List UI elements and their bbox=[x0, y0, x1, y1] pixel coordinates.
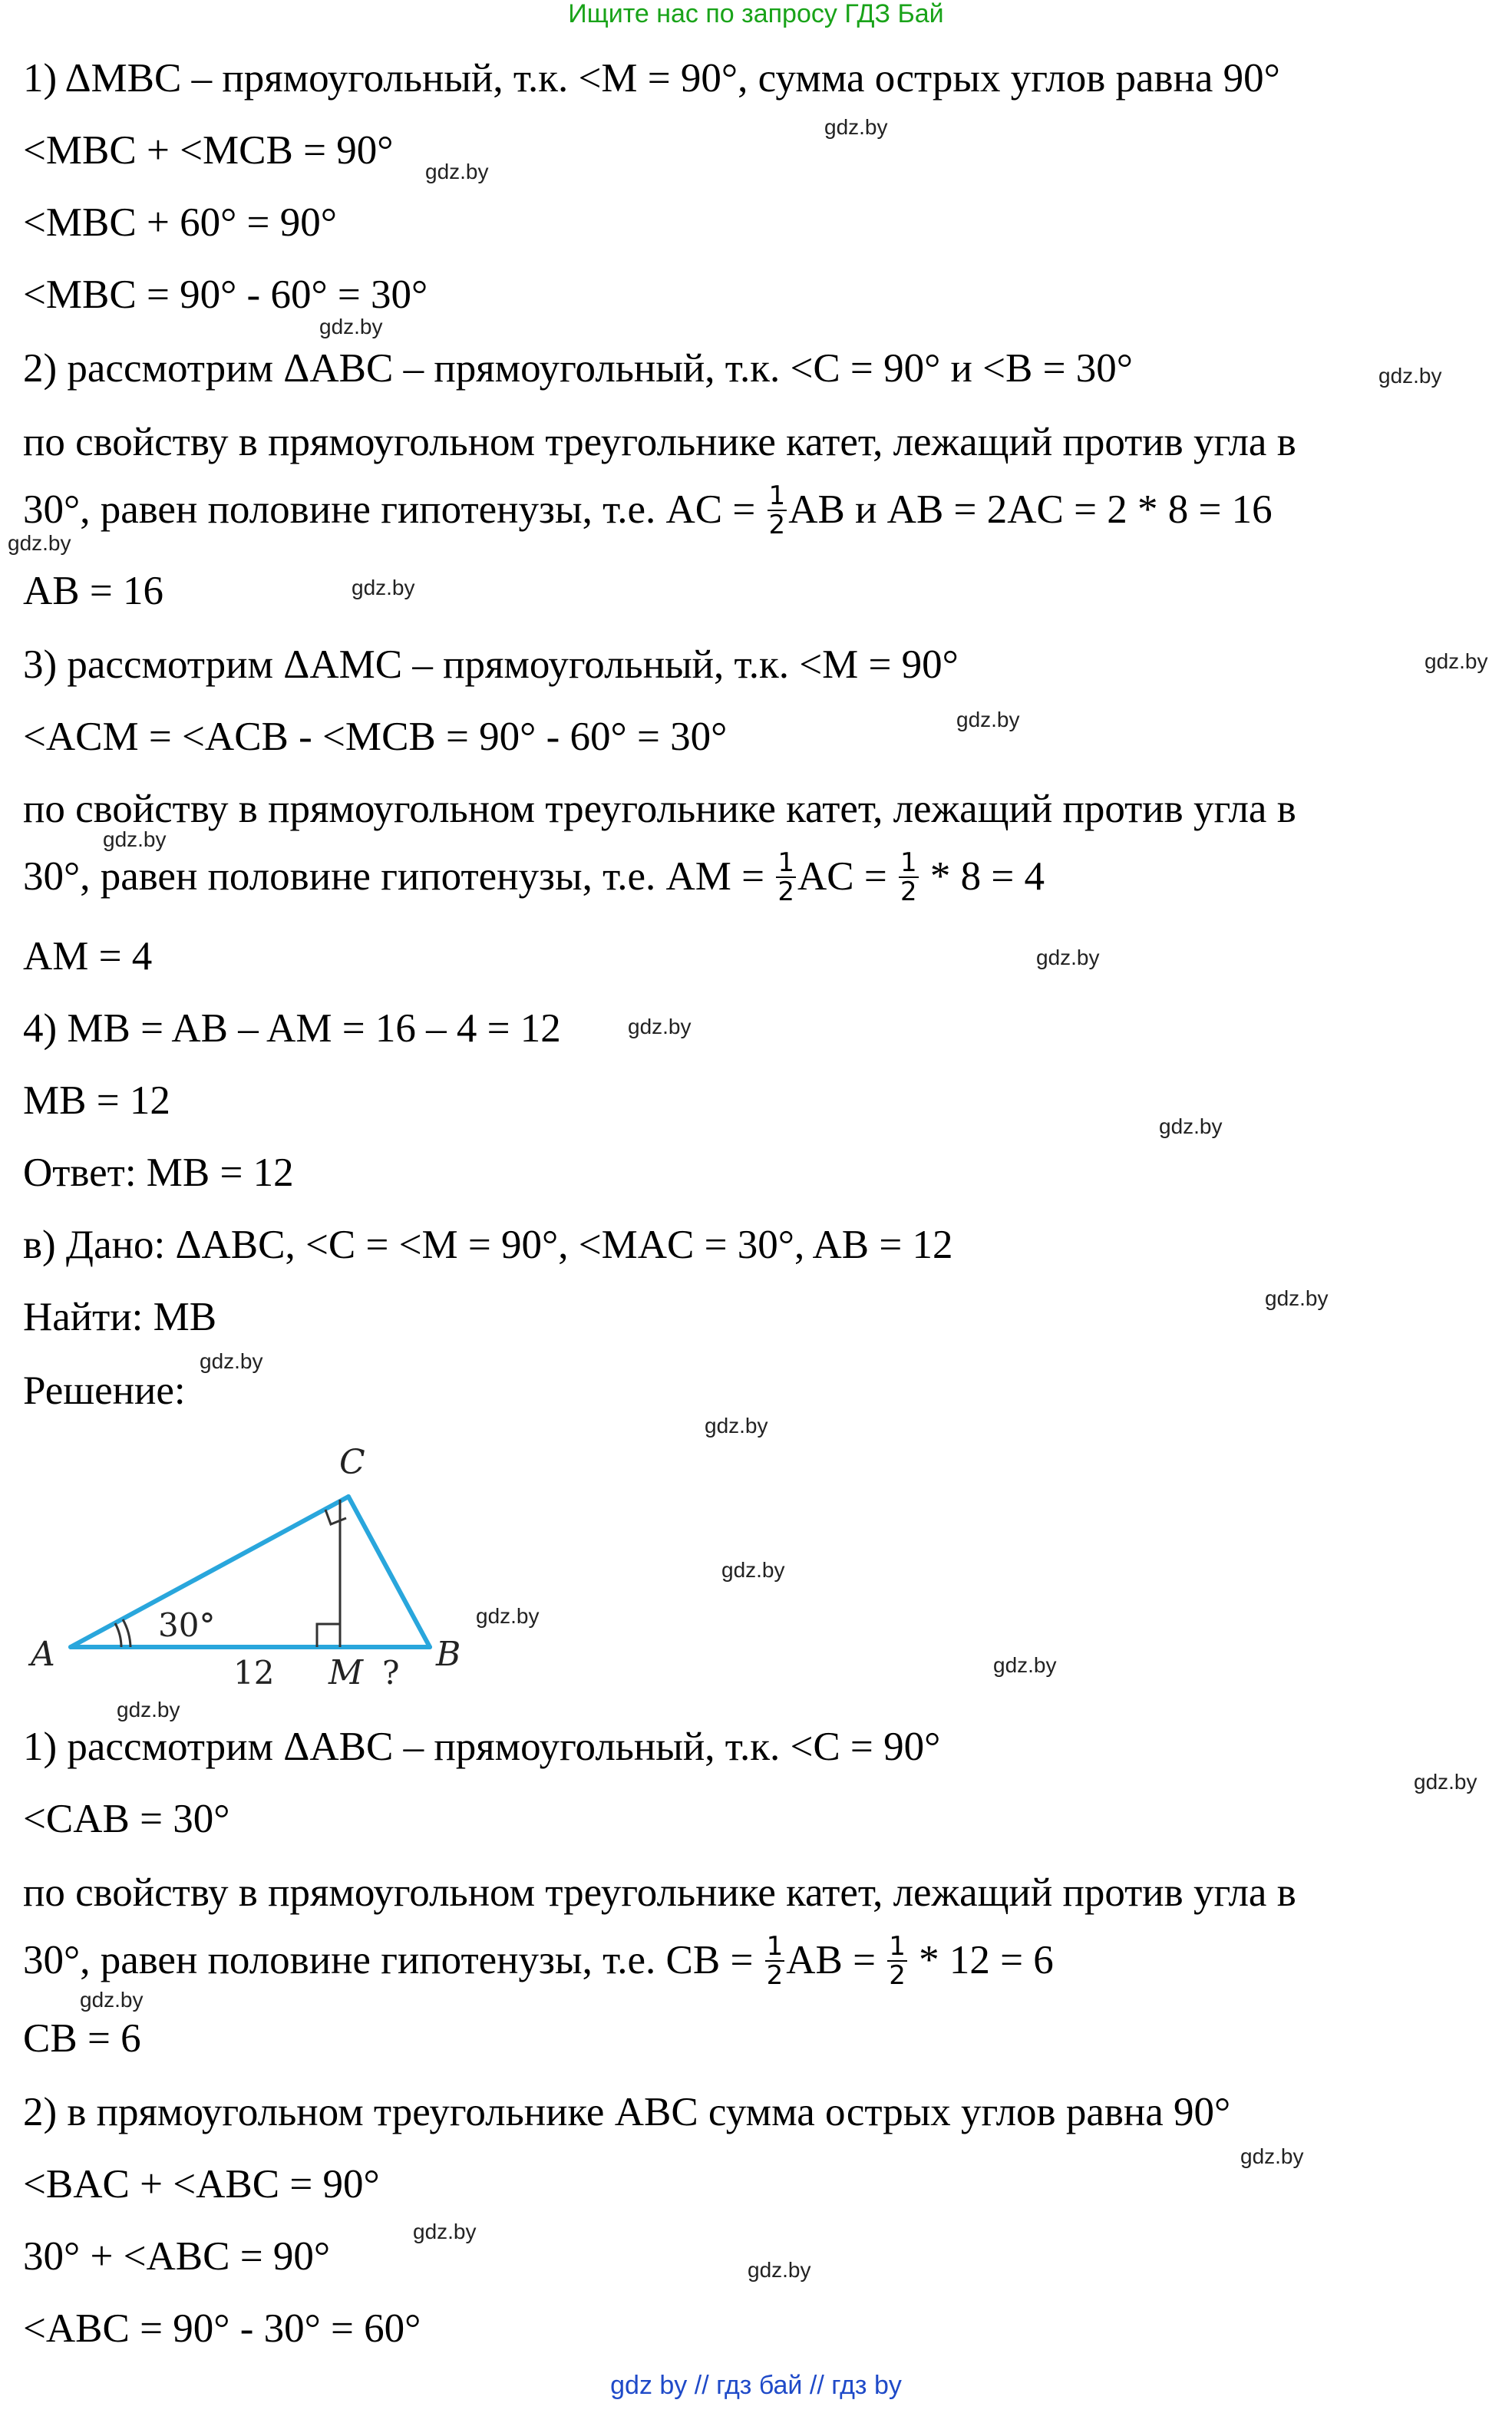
watermark: gdz.by bbox=[1036, 946, 1100, 969]
text-line: 3) рассмотрим ΔAMC – прямоугольный, т.к. <M = 90° bbox=[23, 642, 959, 687]
watermark: gdz.by bbox=[319, 315, 383, 338]
fraction-denominator: 2 bbox=[768, 510, 786, 540]
watermark: gdz.by bbox=[476, 1604, 540, 1628]
question-mark: ? bbox=[382, 1654, 400, 1692]
watermark: gdz.by bbox=[1240, 2144, 1304, 2168]
text-line-with-fraction bbox=[23, 847, 1045, 907]
watermark: gdz.by bbox=[1265, 1286, 1329, 1310]
watermark: gdz.by bbox=[425, 160, 489, 183]
watermark: gdz.by bbox=[80, 1988, 144, 2012]
vertex-label-b: B bbox=[436, 1635, 461, 1674]
text-segment: 30°, равен половине гипотенузы, т.е. AM = bbox=[23, 854, 775, 900]
text-line: 30° + <ABC = 90° bbox=[23, 2234, 331, 2279]
angle-label: 30° bbox=[158, 1606, 216, 1644]
watermark: gdz.by bbox=[413, 2220, 477, 2243]
text-line: 1) рассмотрим ΔABC – прямоугольный, т.к. <C = 90° bbox=[23, 1725, 941, 1769]
fraction bbox=[776, 849, 796, 906]
text-line: 2) рассмотрим ΔABC – прямоугольный, т.к. <C = 90° и <B = 30° bbox=[23, 346, 1133, 391]
angle-arc-a bbox=[123, 1619, 130, 1647]
right-angle-mark-m bbox=[317, 1624, 340, 1647]
text-line: CB = 6 bbox=[23, 2016, 141, 2061]
right-angle-mark-c bbox=[325, 1510, 346, 1524]
text-line: 4) MB = AB – AM = 16 – 4 = 12 bbox=[23, 1006, 561, 1051]
text-line: AM = 4 bbox=[23, 934, 153, 979]
watermark: gdz.by bbox=[103, 827, 167, 851]
text-line-with-fraction bbox=[23, 480, 1273, 540]
text-line: 2) в прямоугольном треугольнике ABC сумма острых углов равна 90° bbox=[23, 2090, 1231, 2134]
text-line: в) Дано: ΔABC, <C = <M = 90°, <MAC = 30°, AB = 12 bbox=[23, 1223, 953, 1267]
side-length-label: 12 bbox=[233, 1654, 275, 1692]
site-footer-links[interactable]: gdz by // гдз бай // гдз by bbox=[610, 2371, 902, 2400]
vertex-label-c: C bbox=[339, 1443, 365, 1482]
text-line: <ABC = 90° - 30° = 60° bbox=[23, 2306, 421, 2351]
watermark: gdz.by bbox=[628, 1015, 692, 1038]
watermark: gdz.by bbox=[748, 2258, 811, 2282]
text-line: по свойству в прямоугольном треугольнике катет, лежащий против угла в bbox=[23, 787, 1296, 831]
text-segment: * 8 = 4 bbox=[919, 854, 1045, 900]
fraction-numerator: 1 bbox=[777, 847, 794, 878]
fraction-numerator: 1 bbox=[900, 847, 917, 878]
text-line: AB = 16 bbox=[23, 569, 164, 613]
fraction bbox=[899, 849, 919, 906]
fraction-denominator: 2 bbox=[900, 876, 917, 907]
text-segment: AB и AB = 2AC = 2 * 8 = 16 bbox=[788, 487, 1273, 533]
watermark: gdz.by bbox=[956, 708, 1020, 731]
watermark: gdz.by bbox=[993, 1653, 1057, 1677]
vertex-label-a: A bbox=[31, 1635, 55, 1674]
watermark: gdz.by bbox=[1414, 1770, 1477, 1794]
watermark: gdz.by bbox=[200, 1349, 263, 1373]
watermark: gdz.by bbox=[352, 576, 415, 599]
text-segment: 30°, равен половине гипотенузы, т.е. AC = bbox=[23, 487, 766, 533]
text-line: по свойству в прямоугольном треугольнике катет, лежащий против угла в bbox=[23, 1870, 1296, 1915]
text-line: <ACM = <ACB - <MCB = 90° - 60° = 30° bbox=[23, 715, 728, 759]
text-line: MB = 12 bbox=[23, 1078, 170, 1123]
watermark: gdz.by bbox=[8, 531, 71, 555]
fraction-denominator: 2 bbox=[766, 1960, 784, 1991]
text-line: <MBC = 90° - 60° = 30° bbox=[23, 272, 428, 317]
text-line: <MBC + <MCB = 90° bbox=[23, 128, 394, 173]
watermark: gdz.by bbox=[721, 1558, 785, 1582]
watermark: gdz.by bbox=[1378, 364, 1442, 388]
fraction-denominator: 2 bbox=[889, 1960, 906, 1991]
text-line: 1) ΔMBC – прямоугольный, т.к. <M = 90°, сумма острых углов равна 90° bbox=[23, 56, 1280, 101]
text-segment: AB = bbox=[786, 1938, 886, 1983]
fraction-numerator: 1 bbox=[768, 480, 786, 511]
watermark: gdz.by bbox=[1159, 1114, 1223, 1138]
site-banner[interactable]: Ищите нас по запросу ГДЗ Бай bbox=[568, 0, 944, 28]
text-line: <CAB = 30° bbox=[23, 1797, 230, 1841]
text-line: Решение: bbox=[23, 1368, 186, 1413]
text-segment: * 12 = 6 bbox=[908, 1938, 1054, 1983]
angle-arc-a-inner bbox=[115, 1623, 121, 1647]
text-segment: 30°, равен половине гипотенузы, т.е. CB = bbox=[23, 1938, 764, 1983]
watermark: gdz.by bbox=[1425, 649, 1488, 673]
fraction-numerator: 1 bbox=[889, 1931, 906, 1962]
text-line: Найти: MB bbox=[23, 1295, 217, 1339]
text-line: <MBC + 60° = 90° bbox=[23, 200, 337, 245]
point-label-m: M bbox=[328, 1653, 364, 1692]
text-line: <BAC + <ABC = 90° bbox=[23, 2162, 380, 2207]
fraction bbox=[765, 1933, 785, 1989]
fraction-numerator: 1 bbox=[766, 1931, 784, 1962]
watermark: gdz.by bbox=[705, 1414, 768, 1438]
text-line: по свойству в прямоугольном треугольнике катет, лежащий против угла в bbox=[23, 420, 1296, 464]
text-line-with-fraction bbox=[23, 1931, 1054, 1991]
fraction bbox=[768, 482, 787, 539]
fraction bbox=[887, 1933, 907, 1989]
watermark: gdz.by bbox=[824, 115, 888, 139]
text-line: Ответ: MB = 12 bbox=[23, 1150, 294, 1195]
side-cb bbox=[348, 1497, 430, 1647]
watermark: gdz.by bbox=[117, 1698, 180, 1721]
text-segment: AC = bbox=[797, 854, 897, 900]
triangle-diagram bbox=[15, 1420, 553, 1712]
fraction-denominator: 2 bbox=[777, 876, 794, 907]
